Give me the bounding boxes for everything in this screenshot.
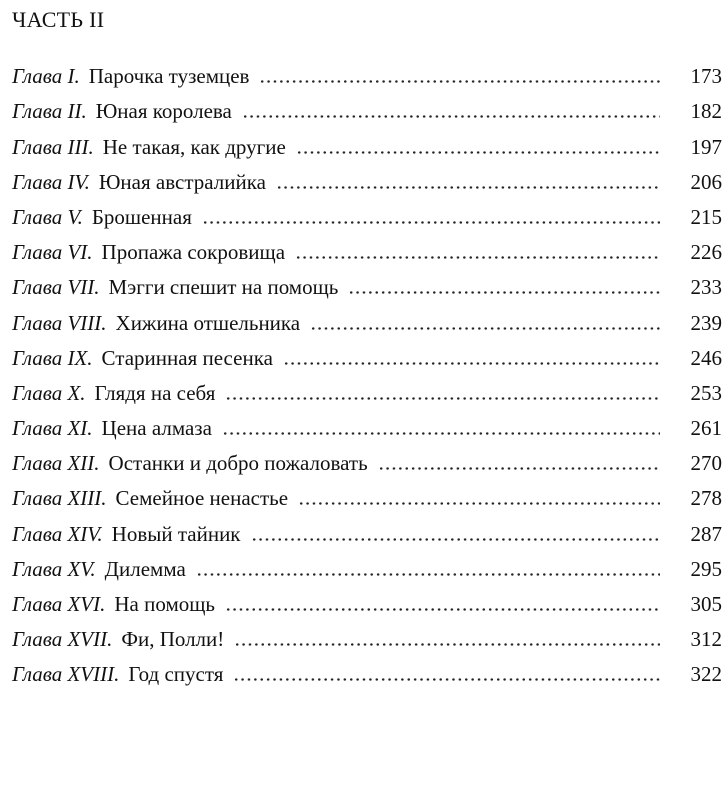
chapter-number: Глава IV.	[12, 169, 90, 194]
chapter-entry[interactable]	[12, 480, 722, 515]
dot-leader	[233, 661, 660, 687]
chapter-title: Мэгги спешит на помощь	[108, 275, 339, 300]
chapter-title: На помощь	[114, 592, 215, 616]
chapter-entry[interactable]	[12, 621, 722, 656]
page-number: 215	[690, 204, 722, 229]
chapter-title: Брошенная	[91, 204, 192, 229]
chapter-title: Год спустя	[128, 662, 224, 687]
chapter-number: Глава X.	[12, 380, 86, 405]
page-number: 246	[690, 345, 722, 370]
chapter-number: Глава I.	[12, 64, 80, 89]
dot-leader	[196, 556, 660, 582]
page-number: 233	[690, 275, 722, 300]
page-number: 295	[690, 556, 722, 581]
chapter-number: Глава XI.	[12, 416, 93, 441]
page-number: 239	[690, 310, 722, 335]
chapter-entry[interactable]	[12, 586, 722, 621]
dot-leader	[242, 98, 660, 124]
chapter-number: Глава XV.	[12, 556, 96, 581]
dot-leader	[378, 450, 660, 476]
page-number: 226	[690, 240, 722, 265]
chapter-entry[interactable]	[12, 340, 722, 375]
chapter-entry[interactable]	[12, 164, 722, 199]
page-number: 287	[690, 521, 722, 546]
page-number: 253	[690, 380, 722, 405]
dot-leader	[222, 415, 660, 441]
page-number: 197	[690, 134, 722, 159]
chapter-entry[interactable]	[12, 199, 722, 234]
chapter-entry[interactable]	[12, 445, 722, 480]
page-number: 305	[690, 592, 722, 616]
chapter-entry[interactable]	[12, 410, 722, 445]
dot-leader	[348, 274, 660, 300]
chapter-number: Глава II.	[12, 99, 87, 124]
chapter-title: Юная австралийка	[98, 169, 266, 194]
page-number: 322	[690, 662, 722, 687]
chapter-entry[interactable]	[12, 304, 722, 339]
chapter-number: Глава IX.	[12, 345, 93, 370]
chapter-number: Глава XVI.	[12, 592, 106, 616]
chapter-title: Глядя на себя	[94, 380, 216, 405]
page-number: 312	[690, 627, 722, 652]
chapter-number: Глава VI.	[12, 240, 93, 265]
chapter-title: Юная королева	[95, 99, 232, 124]
page-number: 261	[690, 416, 722, 441]
chapter-number: Глава XVII.	[12, 627, 113, 652]
dot-leader	[225, 380, 660, 406]
dot-leader	[296, 134, 660, 160]
dot-leader	[202, 204, 660, 230]
dot-leader	[259, 63, 660, 89]
part-heading: ЧАСТЬ II	[12, 7, 105, 32]
chapter-title: Цена алмаза	[101, 416, 212, 441]
chapter-title: Не такая, как другие	[102, 134, 286, 159]
chapter-title: Пропажа сокровища	[101, 240, 286, 265]
chapter-entry[interactable]	[12, 656, 722, 691]
chapter-title: Фи, Полли!	[121, 627, 225, 652]
chapter-title: Семейное ненастье	[115, 486, 289, 511]
chapter-number: Глава XIV.	[12, 521, 103, 546]
dot-leader	[283, 345, 660, 371]
chapter-entry[interactable]	[12, 551, 722, 586]
dot-leader	[276, 169, 660, 195]
chapter-title: Парочка туземцев	[88, 64, 250, 89]
chapter-number: Глава VIII.	[12, 310, 107, 335]
dot-leader	[225, 591, 660, 617]
chapter-entry[interactable]	[12, 375, 722, 410]
chapter-entry[interactable]	[12, 269, 722, 304]
chapter-number: Глава XIII.	[12, 486, 107, 511]
page-number: 278	[690, 486, 722, 511]
chapter-title: Новый тайник	[111, 521, 241, 546]
chapter-entry[interactable]	[12, 515, 722, 550]
chapter-number: Глава VII.	[12, 275, 100, 300]
page-number: 270	[690, 451, 722, 476]
dot-leader	[310, 310, 660, 336]
chapter-number: Глава XII.	[12, 451, 100, 476]
chapter-entry[interactable]	[12, 58, 722, 93]
dot-leader	[295, 239, 660, 265]
dot-leader	[251, 521, 660, 547]
dot-leader	[298, 485, 660, 511]
chapter-list	[12, 58, 722, 691]
chapter-number: Глава V.	[12, 204, 83, 229]
chapter-entry[interactable]	[12, 234, 722, 269]
chapter-number: Глава XVIII.	[12, 662, 120, 687]
dot-leader	[234, 626, 660, 652]
chapter-entry[interactable]	[12, 93, 722, 128]
chapter-number: Глава III.	[12, 134, 94, 159]
chapter-title: Хижина отшельника	[115, 310, 301, 335]
chapter-title: Останки и добро пожаловать	[108, 451, 368, 476]
page-number: 173	[690, 64, 722, 89]
chapter-entry[interactable]	[12, 128, 722, 163]
chapter-title: Дилемма	[104, 556, 186, 581]
chapter-title: Старинная песенка	[101, 345, 273, 370]
page-number: 206	[690, 169, 722, 194]
page-number: 182	[690, 99, 722, 124]
